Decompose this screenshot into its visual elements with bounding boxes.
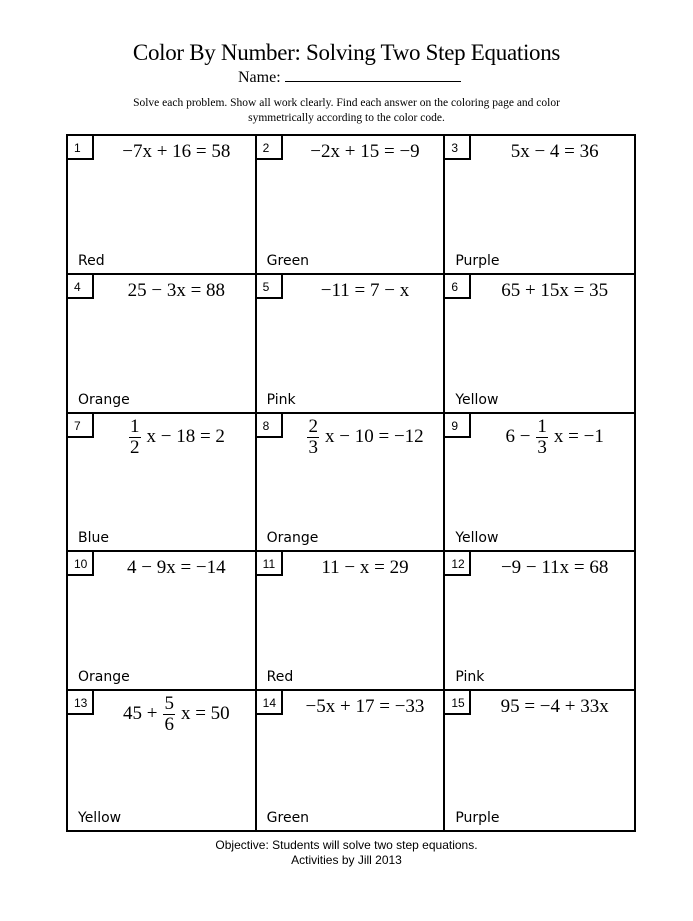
instructions-line-1: Solve each problem. Show all work clearly. Find each answer on the coloring page and color [133,97,560,109]
equation: 95 = −4 + 33x [500,696,609,718]
problem-number: 5 [257,275,283,299]
equation-suffix: x = −1 [553,425,604,447]
equation-suffix: x = 50 [180,703,230,725]
color-code: Yellow [455,391,499,408]
problem-number: 15 [445,691,471,715]
problem-number: 11 [257,552,283,576]
problem-number: 8 [257,414,283,438]
equation: −2x + 15 = −9 [310,141,420,162]
problem-cell [68,552,257,691]
fraction-numerator: 2 [308,415,319,437]
problem-number: 4 [68,275,94,299]
color-code: Orange [78,391,130,408]
fraction-numerator: 1 [129,415,140,437]
problem-cell [445,691,634,830]
color-code: Purple [455,810,500,826]
problem-number: 6 [445,275,471,299]
equation [104,417,249,458]
name-blank [285,67,461,82]
problem-cell [257,136,446,275]
fraction [307,417,319,458]
footer [0,838,693,868]
color-code: Orange [266,530,319,547]
equation [481,417,628,458]
page-title: Color By Number: Solving Two Step Equations [132,40,561,65]
problem-cell [257,275,446,414]
fraction-numerator: 5 [164,693,174,715]
color-code: Red [266,669,294,686]
equation: 25 − 3x = 88 [127,279,226,301]
equation: 4 − 9x = −14 [127,557,226,579]
objective-text: Objective: Students will solve two step equations. [215,838,478,852]
fraction-denominator: 6 [164,714,174,736]
equation: 5x − 4 = 36 [510,141,599,162]
color-code: Orange [78,669,130,686]
fraction [129,417,141,458]
problem-cell [68,414,257,553]
fraction-denominator: 3 [308,436,319,458]
equation: −5x + 17 = −33 [305,696,425,718]
problem-cell [68,136,257,275]
equation: 65 + 15x = 35 [501,279,609,301]
color-code: Pink [266,391,296,408]
problem-cell [445,414,634,553]
equation: −11 = 7 − x [320,279,410,301]
problem-number: 1 [68,136,94,160]
problem-number: 13 [68,691,94,715]
problem-number: 10 [68,552,94,576]
problem-cell [445,552,634,691]
equation [293,417,438,458]
color-code: Purple [455,252,500,269]
instructions-line-2: symmetrically according to the color code. [248,112,445,124]
problem-number: 2 [257,136,283,160]
color-code: Yellow [78,810,122,826]
color-code: Pink [455,669,485,686]
problem-number: 12 [445,552,471,576]
problem-number: 3 [445,136,471,160]
problem-cell [257,552,446,691]
equation: −9 − 11x = 68 [500,557,609,579]
fraction-numerator: 1 [537,415,547,437]
problem-cell [68,691,257,830]
color-code: Yellow [455,530,499,547]
instructions [60,96,633,126]
equation-suffix: x − 10 = −12 [325,425,424,447]
problem-cell [257,414,446,553]
problem-cell [257,691,446,830]
color-code: Red [78,252,105,269]
problem-grid [66,134,636,832]
equation-suffix: x − 18 = 2 [146,425,225,447]
problem-cell [445,136,634,275]
color-code: Green [266,252,310,269]
credit-text: Activities by Jill 2013 [291,853,402,867]
problem-number: 9 [445,414,471,438]
fraction [536,417,548,458]
name-field [238,67,461,87]
problem-number: 14 [257,691,283,715]
fraction-denominator: 2 [129,436,140,458]
equation: 11 − x = 29 [321,557,409,579]
equation-prefix: 45 + [122,703,158,725]
equation [104,694,249,735]
problem-cell [445,275,634,414]
name-label: Name: [238,69,281,86]
fraction [163,694,175,735]
equation: −7x + 16 = 58 [122,141,231,162]
fraction-denominator: 3 [537,436,547,458]
problem-cell [68,275,257,414]
color-code: Green [266,810,310,826]
equation-prefix: 6 − [505,425,531,447]
problem-number: 7 [68,414,94,438]
color-code: Blue [78,530,109,547]
